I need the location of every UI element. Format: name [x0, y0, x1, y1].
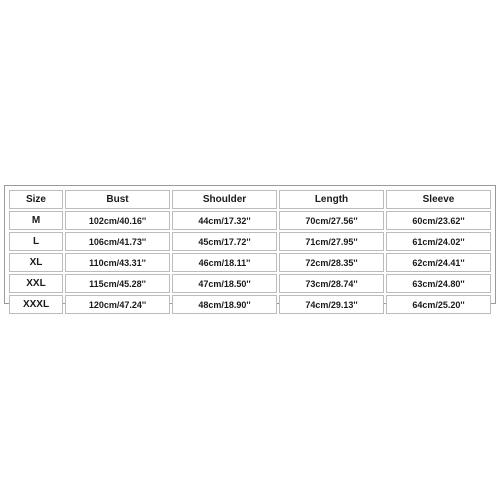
- table-row: [9, 232, 491, 251]
- table-row: [9, 253, 491, 272]
- header-size: Size: [9, 190, 63, 209]
- size-cell: M: [9, 211, 63, 230]
- header-length: Length: [279, 190, 384, 209]
- size-cell: XL: [9, 253, 63, 272]
- length-cell: 71cm/27.95'': [279, 232, 384, 251]
- shoulder-cell: 47cm/18.50'': [172, 274, 277, 293]
- header-sleeve: Sleeve: [386, 190, 491, 209]
- bust-cell: 106cm/41.73'': [65, 232, 170, 251]
- bust-cell: 102cm/40.16'': [65, 211, 170, 230]
- bust-cell: 110cm/43.31'': [65, 253, 170, 272]
- shoulder-cell: 44cm/17.32'': [172, 211, 277, 230]
- size-chart-table: [7, 188, 493, 316]
- header-shoulder: Shoulder: [172, 190, 277, 209]
- length-cell: 73cm/28.74'': [279, 274, 384, 293]
- table-row: [9, 274, 491, 293]
- size-chart: [4, 185, 496, 310]
- sleeve-cell: 61cm/24.02'': [386, 232, 491, 251]
- size-cell: L: [9, 232, 63, 251]
- table-row: [9, 295, 491, 314]
- shoulder-cell: 46cm/18.11'': [172, 253, 277, 272]
- length-cell: 72cm/28.35'': [279, 253, 384, 272]
- sleeve-cell: 64cm/25.20'': [386, 295, 491, 314]
- size-cell: XXXL: [9, 295, 63, 314]
- bust-cell: 115cm/45.28'': [65, 274, 170, 293]
- sleeve-cell: 63cm/24.80'': [386, 274, 491, 293]
- bust-cell: 120cm/47.24'': [65, 295, 170, 314]
- shoulder-cell: 45cm/17.72'': [172, 232, 277, 251]
- length-cell: 74cm/29.13'': [279, 295, 384, 314]
- sleeve-cell: 62cm/24.41'': [386, 253, 491, 272]
- header-bust: Bust: [65, 190, 170, 209]
- sleeve-cell: 60cm/23.62'': [386, 211, 491, 230]
- table-row: [9, 211, 491, 230]
- header-row: [9, 190, 491, 209]
- shoulder-cell: 48cm/18.90'': [172, 295, 277, 314]
- length-cell: 70cm/27.56'': [279, 211, 384, 230]
- size-cell: XXL: [9, 274, 63, 293]
